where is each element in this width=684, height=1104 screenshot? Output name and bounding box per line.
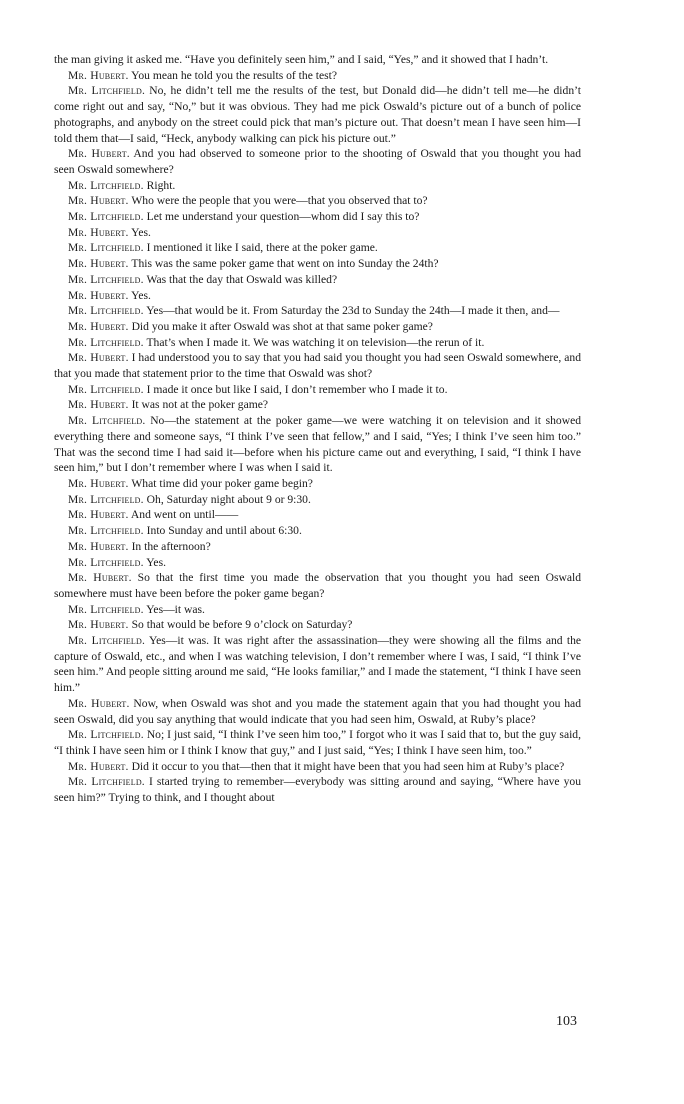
testimony-paragraph	[54, 178, 581, 194]
speaker-name: Mr. Hubert.	[68, 618, 129, 632]
paragraph-text: Yes—it was. It was right after the assassination—they were showing all the films and the capture of Oswald, etc., and when I was watching television, I don’t remember where I was, I said, “I think I’ve seen him.” And people sitting around me said, “He looks familiar,” and I made the statement, “I think I have seen him.”	[54, 634, 582, 695]
paragraph-text: I mentioned it like I said, there at the poker game.	[146, 241, 378, 255]
paragraph-text: Yes.	[131, 225, 151, 239]
paragraph-text: Was that the day that Oswald was killed?	[146, 272, 338, 286]
speaker-name: Mr. Hubert.	[68, 257, 129, 271]
testimony-paragraph	[54, 240, 581, 256]
speaker-name: Mr. Hubert.	[68, 759, 129, 773]
paragraph-text: I started trying to remember—everybody was sitting around and saying, “Where have you seen him?” Trying to think, and I thought about	[54, 775, 582, 805]
speaker-name: Mr. Litchfield.	[68, 492, 144, 506]
paragraph-text: Who were the people that you were—that you observed that to?	[131, 194, 428, 208]
paragraph-text: No; I just said, “I think I’ve seen him too,” I forgot who it was I said that to, but the guy said, “I think I have seen him or I think I know that guy,” and I just said, “Yes; I think I have seen him, too.”	[54, 728, 582, 757]
paragraph-text: Right.	[146, 178, 176, 192]
paragraph-text: Did it occur to you that—then that it might have been that you had seen him at Ruby’s place?	[131, 759, 565, 773]
testimony-paragraph	[54, 319, 581, 335]
paragraph-text: I had understood you to say that you had said you thought you had seen Oswald somewhere, and that you made that statement prior to the time that Oswald was shot?	[54, 351, 581, 381]
speaker-name: Mr. Hubert.	[68, 476, 129, 490]
speaker-name: Mr. Litchfield.	[68, 414, 146, 428]
testimony-paragraph	[54, 288, 581, 304]
testimony-paragraph	[54, 225, 581, 241]
speaker-name: Mr. Litchfield.	[68, 382, 144, 396]
speaker-name: Mr. Hubert.	[68, 398, 129, 412]
speaker-name: Mr. Litchfield.	[68, 241, 144, 255]
paragraph-text: And you had observed to someone prior to the shooting of Oswald that you thought you had seen Oswald somewhere?	[54, 147, 582, 176]
paragraph-text: This was the same poker game that went on into Sunday the 24th?	[131, 257, 439, 271]
paragraph-text: What time did your poker game begin?	[131, 476, 313, 490]
speaker-name: Mr. Hubert.	[68, 696, 130, 710]
page-number: 103	[556, 1014, 577, 1029]
testimony-paragraph	[54, 570, 581, 601]
paragraph-text: Yes.	[131, 288, 151, 302]
speaker-name: Mr. Hubert.	[68, 68, 129, 82]
speaker-name: Mr. Litchfield.	[68, 335, 144, 349]
testimony-paragraph	[54, 602, 581, 618]
testimony-paragraph	[54, 256, 581, 272]
speaker-name: Mr. Hubert.	[68, 319, 129, 333]
speaker-name: Mr. Litchfield.	[68, 178, 144, 192]
testimony-paragraph	[54, 696, 581, 727]
paragraph-text: Into Sunday and until about 6:30.	[146, 524, 302, 538]
speaker-name: Mr. Hubert.	[68, 225, 129, 239]
testimony-paragraph	[54, 193, 581, 209]
testimony-paragraph	[54, 350, 581, 381]
paragraph-text: So that would be before 9 o’clock on Saturday?	[131, 618, 353, 632]
speaker-name: Mr. Litchfield.	[68, 84, 146, 98]
testimony-paragraph	[54, 555, 581, 571]
speaker-name: Mr. Hubert.	[68, 539, 129, 553]
speaker-name: Mr. Litchfield.	[68, 272, 144, 286]
speaker-name: Mr. Litchfield.	[68, 775, 145, 789]
paragraph-text: In the afternoon?	[131, 539, 211, 553]
testimony-paragraph	[54, 727, 581, 758]
paragraph-text: It was not at the poker game?	[131, 398, 269, 412]
paragraph-text: So that the first time you made the observation that you thought you had seen Oswald somewhere must have been before the poker game began?	[54, 571, 581, 600]
testimony-paragraph	[54, 539, 581, 555]
speaker-name: Mr. Hubert.	[68, 147, 130, 161]
paragraph-text: I made it once but like I said, I don’t remember who I made it to.	[146, 382, 448, 396]
speaker-name: Mr. Litchfield.	[68, 210, 144, 224]
testimony-paragraph	[54, 83, 581, 146]
testimony-paragraph	[54, 759, 581, 775]
paragraph-text: No—the statement at the poker game—we were watching it on television and it showed everything there and someone says, “I think I’ve seen that fellow,” and I said, “Yes; I think I’ve seen him too.” That was the second time I had said it—before when his picture came out and everything, I said, “I think I have seen him,” but I don’t remember where I was when I said it.	[54, 414, 582, 475]
paragraph-text: Oh, Saturday night about 9 or 9:30.	[146, 492, 311, 506]
testimony-paragraph	[54, 397, 581, 413]
speaker-name: Mr. Hubert.	[68, 288, 129, 302]
testimony-page	[54, 52, 581, 806]
speaker-name: Mr. Hubert.	[68, 571, 132, 585]
speaker-name: Mr. Hubert.	[68, 351, 129, 365]
speaker-name: Mr. Hubert.	[68, 194, 129, 208]
testimony-paragraph	[54, 774, 581, 805]
testimony-paragraph	[54, 272, 581, 288]
testimony-paragraph	[54, 633, 581, 696]
testimony-paragraph	[54, 68, 581, 84]
speaker-name: Mr. Litchfield.	[68, 728, 144, 742]
testimony-paragraph	[54, 303, 581, 319]
paragraph-text: Let me understand your question—whom did I say this to?	[146, 210, 420, 224]
paragraph-text: And went on until——	[130, 508, 239, 522]
paragraph-text: Yes.	[146, 555, 166, 569]
testimony-paragraph	[54, 335, 581, 351]
paragraph-text: Yes—that would be it. From Saturday the 23d to Sunday the 24th—I made it then, and—	[146, 304, 560, 318]
speaker-name: Mr. Litchfield.	[68, 602, 144, 616]
testimony-paragraph	[54, 507, 581, 523]
testimony-paragraph	[54, 146, 581, 177]
paragraph-text: Yes—it was.	[146, 602, 205, 616]
testimony-paragraph	[54, 382, 581, 398]
speaker-name: Mr. Hubert.	[68, 508, 129, 522]
speaker-name: Mr. Litchfield.	[68, 524, 144, 538]
testimony-paragraph	[54, 413, 581, 476]
testimony-paragraph	[54, 523, 581, 539]
paragraph-text: No, he didn’t tell me the results of the test, but Donald did—he didn’t tell me—he didn’t come right out and say, “No,” but it was obvious. They had me pick Oswald’s picture out of a bunch of police photographs, and anybody on the street could pick that man’s picture out. That doesn’t mean I have seen him—I told them that—I said, “Heck, anybody walking can pick his picture out.”	[54, 84, 581, 145]
speaker-name: Mr. Litchfield.	[68, 304, 144, 318]
testimony-paragraph	[54, 52, 581, 68]
testimony-paragraph	[54, 492, 581, 508]
speaker-name: Mr. Litchfield.	[68, 634, 146, 648]
testimony-paragraph	[54, 476, 581, 492]
testimony-paragraph	[54, 617, 581, 633]
testimony-paragraph	[54, 209, 581, 225]
paragraph-text: Did you make it after Oswald was shot at that same poker game?	[131, 319, 433, 333]
paragraph-text: That’s when I made it. We was watching it on television—the rerun of it.	[146, 335, 485, 349]
paragraph-text: You mean he told you the results of the test?	[131, 68, 337, 82]
speaker-name: Mr. Litchfield.	[68, 555, 144, 569]
paragraph-text: the man giving it asked me. “Have you definitely seen him,” and I said, “Yes,” and it showed that I hadn’t.	[54, 53, 549, 66]
paragraph-text: Now, when Oswald was shot and you made the statement again that you had thought you had seen Oswald, did you say anything that would indicate that you had seen him, Oswald, at Ruby’s place?	[54, 696, 582, 726]
